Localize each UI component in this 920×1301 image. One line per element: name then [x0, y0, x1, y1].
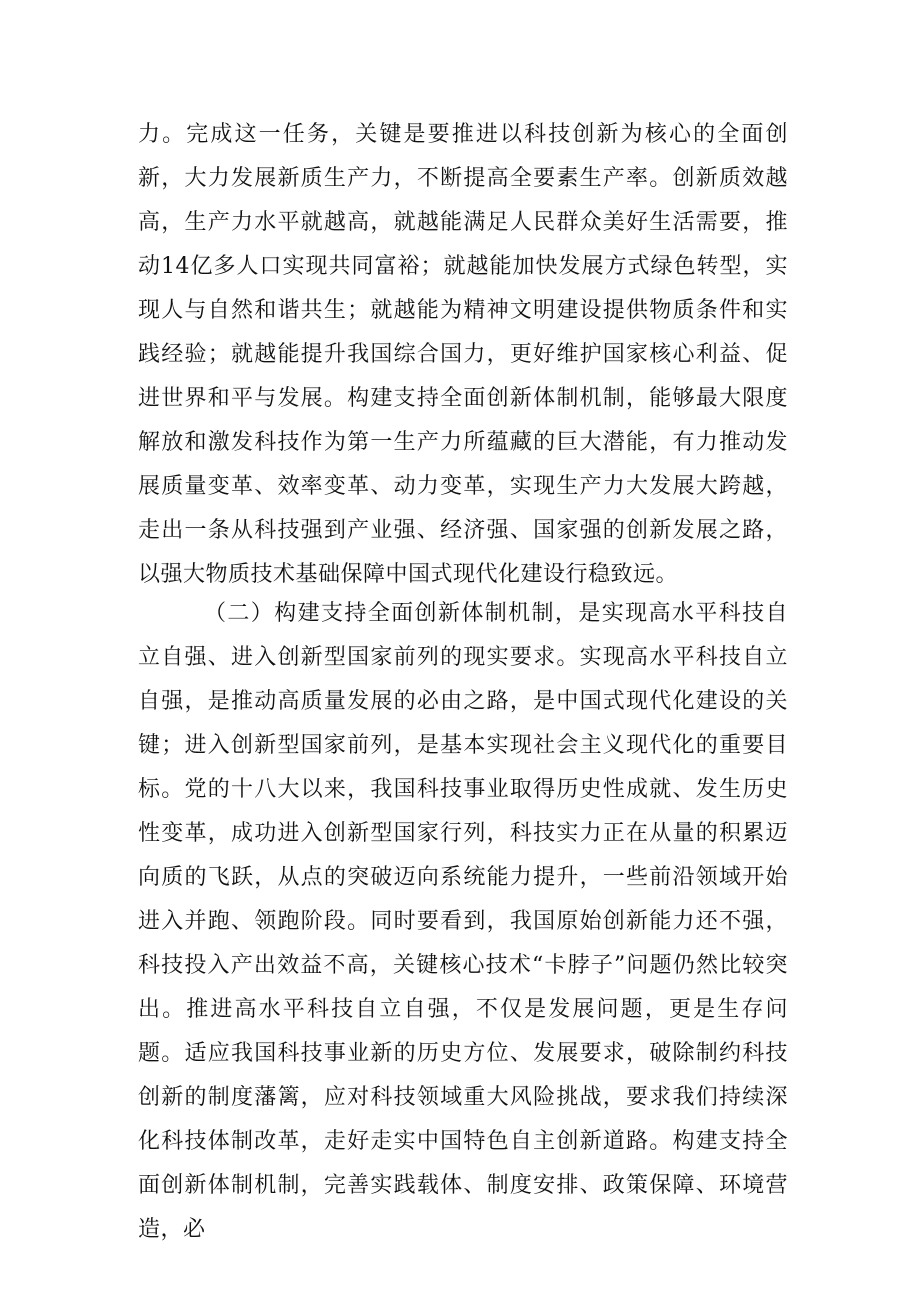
body-paragraph-1: 力。完成这一任务，关键是要推进以科技创新为核心的全面创新，大力发展新质生产力，不断提高全要素生产率。创新质效越高，生产力水平就越高，就越能满足人民群众美好生活需要，推动14亿多人口实现共同富裕；就越能加快发展方式绿色转型，实现人与自然和谐共生；就越能为精神文明建设提供物质条件和实践经验；就越能提升我国综合国力，更好维护国家核心利益、促进世界和平与发展。构建支持全面创新体制机制，能够最大限度解放和激发科技作为第一生产力所蕴藏的巨大潜能，有力推动发展质量变革、效率变革、动力变革，实现生产力大发展大跨越，走出一条从科技强到产业强、经济强、国家强的创新发展之路，以强大物质技术基础保障中国式现代化建设行稳致远。 — [138, 122, 788, 587]
body-paragraph-2: （二）构建支持全面创新体制机制，是实现高水平科技自立自强、进入创新型国家前列的现实要求。实现高水平科技自立自强，是推动高质量发展的必由之路，是中国式现代化建设的关键；进入创新型国家前列，是基本实现社会主义现代化的重要目标。党的十八大以来，我国科技事业取得历史性成就、发生历史性变革，成功进入创新型国家行列，科技实力正在从量的积累迈向质的飞跃，从点的突破迈向系统能力提升，一些前沿领域开始进入并跑、领跑阶段。同时要看到，我国原始创新能力还不强，科技投入产出效益不高，关键核心技术“卡脖子”问题仍然比较突出。推进高水平科技自立自强，不仅是发展问题，更是生存问题。适应我国科技事业新的历史方位、发展要求，破除制约科技创新的制度藩篱，应对科技领域重大风险挑战，要求我们持续深化科技体制改革，走好走实中国特色自主创新道路。构建支持全面创新体制机制，完善实践载体、制度安排、政策保障、环境营造，必 — [138, 601, 788, 1242]
